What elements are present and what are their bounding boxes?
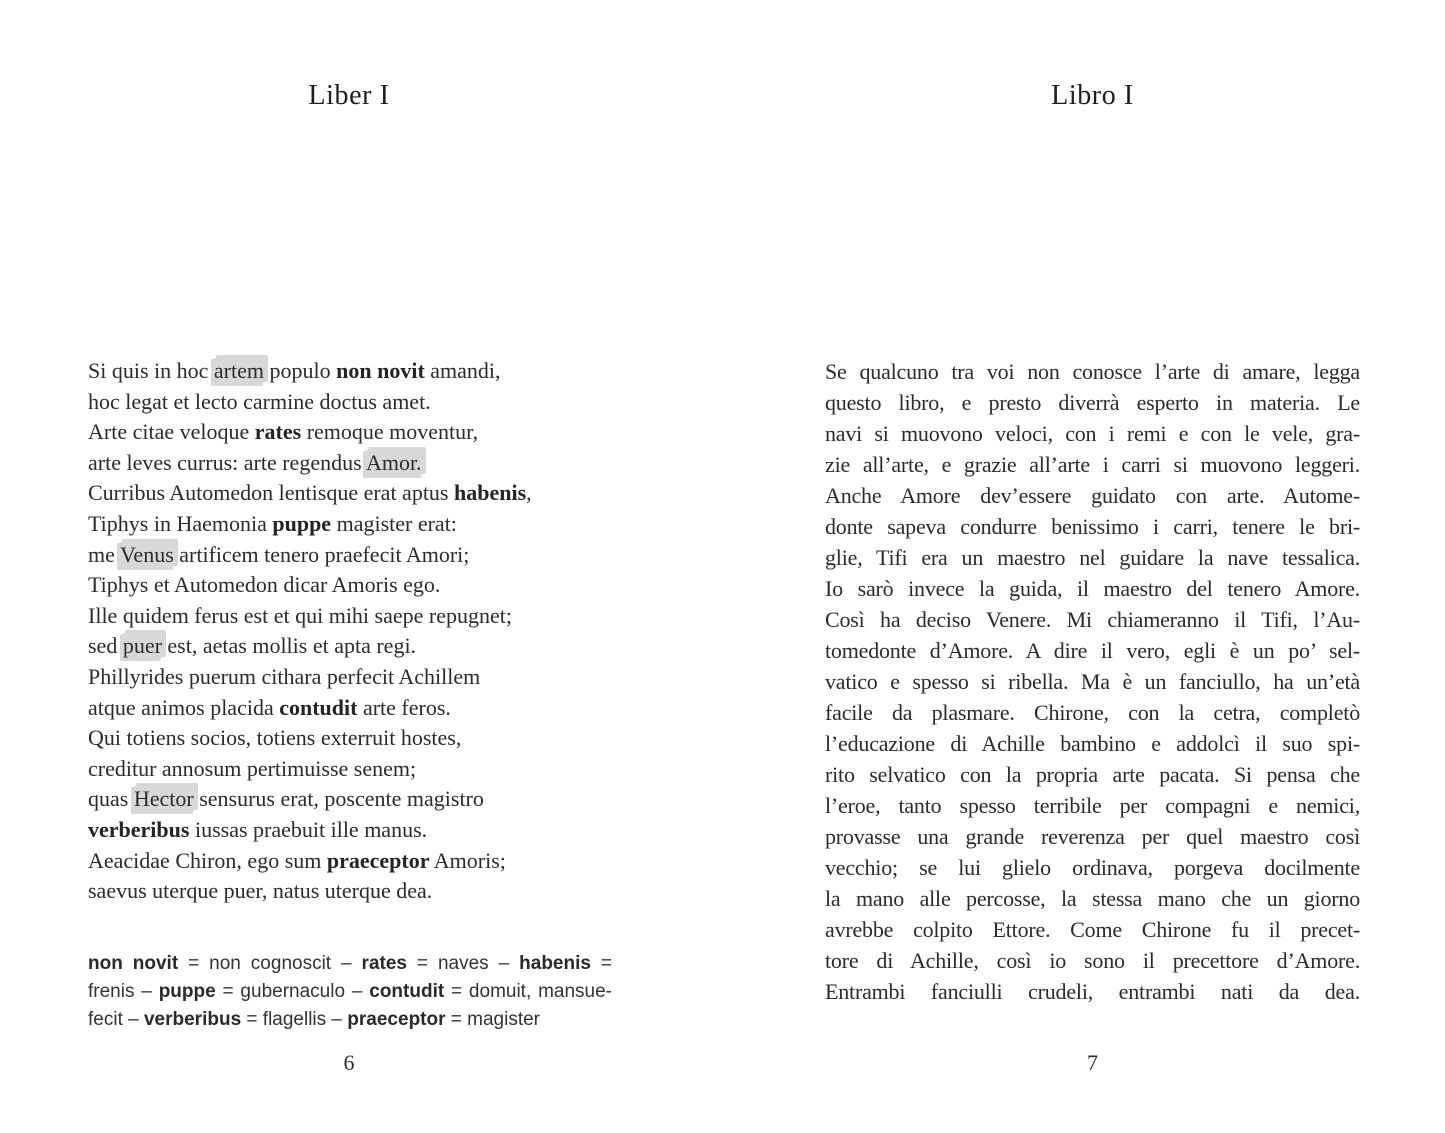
text-segment: Io sarò invece la guida, il maestro del tenero Amore. bbox=[825, 576, 1360, 601]
left-page-title: Liber I bbox=[308, 80, 390, 111]
text-segment: artificem tenero praefecit Amori; bbox=[173, 541, 470, 567]
text-segment: hoc legat et lecto carmine doctus amet. bbox=[88, 388, 431, 414]
bold-word: rates bbox=[361, 953, 407, 974]
translation-line bbox=[825, 387, 1360, 418]
poem-line bbox=[88, 876, 648, 907]
text-segment: Così ha deciso Venere. Mi chiameranno il Tifi, l’Au- bbox=[825, 607, 1360, 632]
poem-line bbox=[88, 478, 648, 509]
text-segment: avrebbe colpito Ettore. Come Chirone fu il precet- bbox=[825, 917, 1360, 942]
text-segment: sensurus erat, poscente magistro bbox=[193, 786, 484, 812]
text-segment: creditur annosum pertimuisse senem; bbox=[88, 755, 417, 781]
text-segment: donte sapeva condurre benissimo i carri, tenere le bri- bbox=[825, 514, 1360, 539]
text-segment: me bbox=[88, 541, 120, 567]
translation-line bbox=[825, 635, 1360, 666]
glossary-note bbox=[88, 950, 612, 1034]
text-segment: arte feros. bbox=[357, 694, 451, 720]
text-segment: quas bbox=[88, 786, 134, 812]
translation-line bbox=[825, 852, 1360, 883]
text-segment: = magister bbox=[445, 1009, 541, 1030]
right-page-number: 7 bbox=[1087, 1050, 1098, 1075]
translation-line bbox=[825, 945, 1360, 976]
text-segment: Se qualcuno tra voi non conosce l’arte di amare, legga bbox=[825, 359, 1360, 384]
text-segment: Curribus Automedon lentisque erat aptus bbox=[88, 480, 454, 506]
poem-line bbox=[88, 631, 648, 662]
text-segment: facile da plasmare. Chirone, con la cetra, completò bbox=[825, 700, 1360, 725]
text-segment: provasse una grande reverenza per quel maestro così bbox=[825, 824, 1360, 849]
text-segment: = gubernaculo – bbox=[215, 981, 370, 1002]
poem-line bbox=[88, 570, 648, 601]
text-segment: magister erat: bbox=[331, 510, 457, 536]
text-segment: tomedonte d’Amore. A dire il vero, egli è un po’ sel- bbox=[825, 638, 1360, 663]
bold-word: rates bbox=[254, 419, 302, 445]
highlighted-word: artem bbox=[213, 358, 264, 383]
poem-line bbox=[88, 540, 648, 571]
text-segment: tore di Achille, così io sono il precettore d’Amore. bbox=[825, 948, 1360, 973]
text-segment: frenis – bbox=[88, 981, 159, 1002]
text-segment: est, aetas mollis et apta regi. bbox=[161, 633, 417, 659]
translation-line bbox=[825, 883, 1360, 914]
poem-line bbox=[88, 448, 648, 479]
text-segment: l’educazione di Achille bambino e addolcì il suo spi- bbox=[825, 731, 1360, 756]
left-page-number: 6 bbox=[343, 1050, 355, 1075]
translation-line bbox=[825, 480, 1360, 511]
text-segment: rito selvatico con la propria arte pacata. Si pensa che bbox=[825, 762, 1360, 787]
poem-line bbox=[88, 662, 648, 693]
glossary-line bbox=[88, 1006, 612, 1034]
translation-line bbox=[825, 914, 1360, 945]
text-segment: = naves – bbox=[406, 953, 520, 974]
bold-word: habenis bbox=[454, 480, 527, 506]
translation-text bbox=[825, 356, 1360, 1007]
translation-line bbox=[825, 976, 1360, 1007]
bold-word: puppe bbox=[158, 981, 216, 1002]
text-segment: Tiphys et Automedon dicar Amoris ego. bbox=[88, 572, 441, 598]
poem-line bbox=[88, 815, 648, 846]
bold-word: puppe bbox=[272, 510, 332, 536]
translation-line bbox=[825, 666, 1360, 697]
translation-line bbox=[825, 728, 1360, 759]
text-segment: Aeacidae Chiron, ego sum bbox=[88, 847, 327, 873]
text-segment: Entrambi fanciulli crudeli, entrambi nati da dea. bbox=[825, 979, 1360, 1004]
glossary-line bbox=[88, 978, 612, 1006]
translation-line bbox=[825, 542, 1360, 573]
poem-line bbox=[88, 723, 648, 754]
text-segment: Ille quidem ferus est et qui mihi saepe repugnet; bbox=[88, 602, 512, 628]
text-segment: remoque moventur, bbox=[301, 419, 479, 445]
text-segment: Amoris; bbox=[429, 847, 506, 873]
bold-word: non novit bbox=[336, 358, 425, 383]
text-segment: Tiphys in Haemonia bbox=[88, 510, 273, 536]
bold-word: praeceptor bbox=[326, 847, 430, 873]
text-segment: questo libro, e presto diverrà esperto in materia. Le bbox=[825, 390, 1360, 415]
text-segment: glie, Tifi era un maestro nel guidare la nave tessalica. bbox=[825, 545, 1360, 570]
poem-line bbox=[88, 754, 648, 785]
poem-line bbox=[88, 387, 648, 418]
text-segment: Qui totiens socios, totiens exterruit hostes, bbox=[88, 725, 462, 751]
text-segment: = bbox=[590, 953, 612, 974]
text-segment: populo bbox=[264, 358, 337, 383]
text-segment: = non cognoscit – bbox=[178, 953, 362, 974]
text-segment: amandi, bbox=[424, 358, 501, 383]
right-page-title: Libro I bbox=[1051, 80, 1134, 111]
text-segment: Arte citae veloque bbox=[88, 419, 255, 445]
poem-line bbox=[88, 693, 648, 724]
bold-word: praeceptor bbox=[347, 1009, 446, 1030]
poem-line bbox=[88, 417, 648, 448]
translation-line bbox=[825, 573, 1360, 604]
text-segment: fecit – bbox=[88, 1009, 144, 1030]
bold-word: habenis bbox=[519, 953, 591, 974]
translation-line bbox=[825, 790, 1360, 821]
highlighted-word: puer bbox=[122, 633, 162, 659]
translation-line bbox=[825, 821, 1360, 852]
text-segment: = flagellis – bbox=[241, 1009, 348, 1030]
bold-word: contudit bbox=[279, 694, 358, 720]
text-segment: zie all’arte, e grazie all’arte i carri si muovono leggeri. bbox=[825, 452, 1360, 477]
translation-line bbox=[825, 511, 1360, 542]
translation-line bbox=[825, 759, 1360, 790]
bold-word: verberibus bbox=[88, 816, 190, 842]
glossary-line bbox=[88, 950, 612, 978]
translation-line bbox=[825, 418, 1360, 449]
text-segment: atque animos placida bbox=[88, 694, 280, 720]
text-segment: Anche Amore dev’essere guidato con arte. Autome- bbox=[825, 483, 1360, 508]
text-segment: navi si muovono veloci, con i remi e con le vele, gra- bbox=[825, 421, 1360, 446]
translation-line bbox=[825, 356, 1360, 387]
text-segment: = domuit, mansue- bbox=[444, 981, 612, 1002]
poem-line bbox=[88, 509, 648, 540]
translation-line bbox=[825, 697, 1360, 728]
poem-line bbox=[88, 356, 648, 387]
bold-word: non novit bbox=[88, 953, 179, 974]
translation-line bbox=[825, 604, 1360, 635]
highlighted-word: Hector bbox=[133, 786, 194, 812]
text-segment: saevus uterque puer, natus uterque dea. bbox=[88, 878, 433, 904]
text-segment: , bbox=[526, 480, 532, 506]
poem-line bbox=[88, 784, 648, 815]
text-segment: sed bbox=[88, 633, 123, 659]
highlighted-word: Venus bbox=[119, 541, 174, 567]
text-segment: iussas praebuit ille manus. bbox=[189, 816, 428, 842]
poem-line bbox=[88, 601, 648, 632]
bold-word: verberibus bbox=[143, 1009, 242, 1030]
text-segment: vatico e spesso si ribella. Ma è un fanciullo, ha un’età bbox=[825, 669, 1360, 694]
highlighted-word: Amor. bbox=[365, 449, 422, 475]
text-segment: la mano alle percosse, la stessa mano che un giorno bbox=[825, 886, 1360, 911]
text-segment: arte leves currus: arte regendus bbox=[88, 449, 366, 475]
poem bbox=[88, 356, 648, 907]
text-segment: Phillyrides puerum cithara perfecit Achillem bbox=[88, 663, 481, 689]
poem-line bbox=[88, 846, 648, 877]
translation-line bbox=[825, 449, 1360, 480]
bold-word: contudit bbox=[369, 981, 445, 1002]
text-segment: vecchio; se lui glielo ordinava, porgeva docilmente bbox=[825, 855, 1360, 880]
text-segment: Si quis in hoc bbox=[88, 358, 214, 383]
text-segment: l’eroe, tanto spesso terribile per compagni e nemici, bbox=[825, 793, 1360, 818]
